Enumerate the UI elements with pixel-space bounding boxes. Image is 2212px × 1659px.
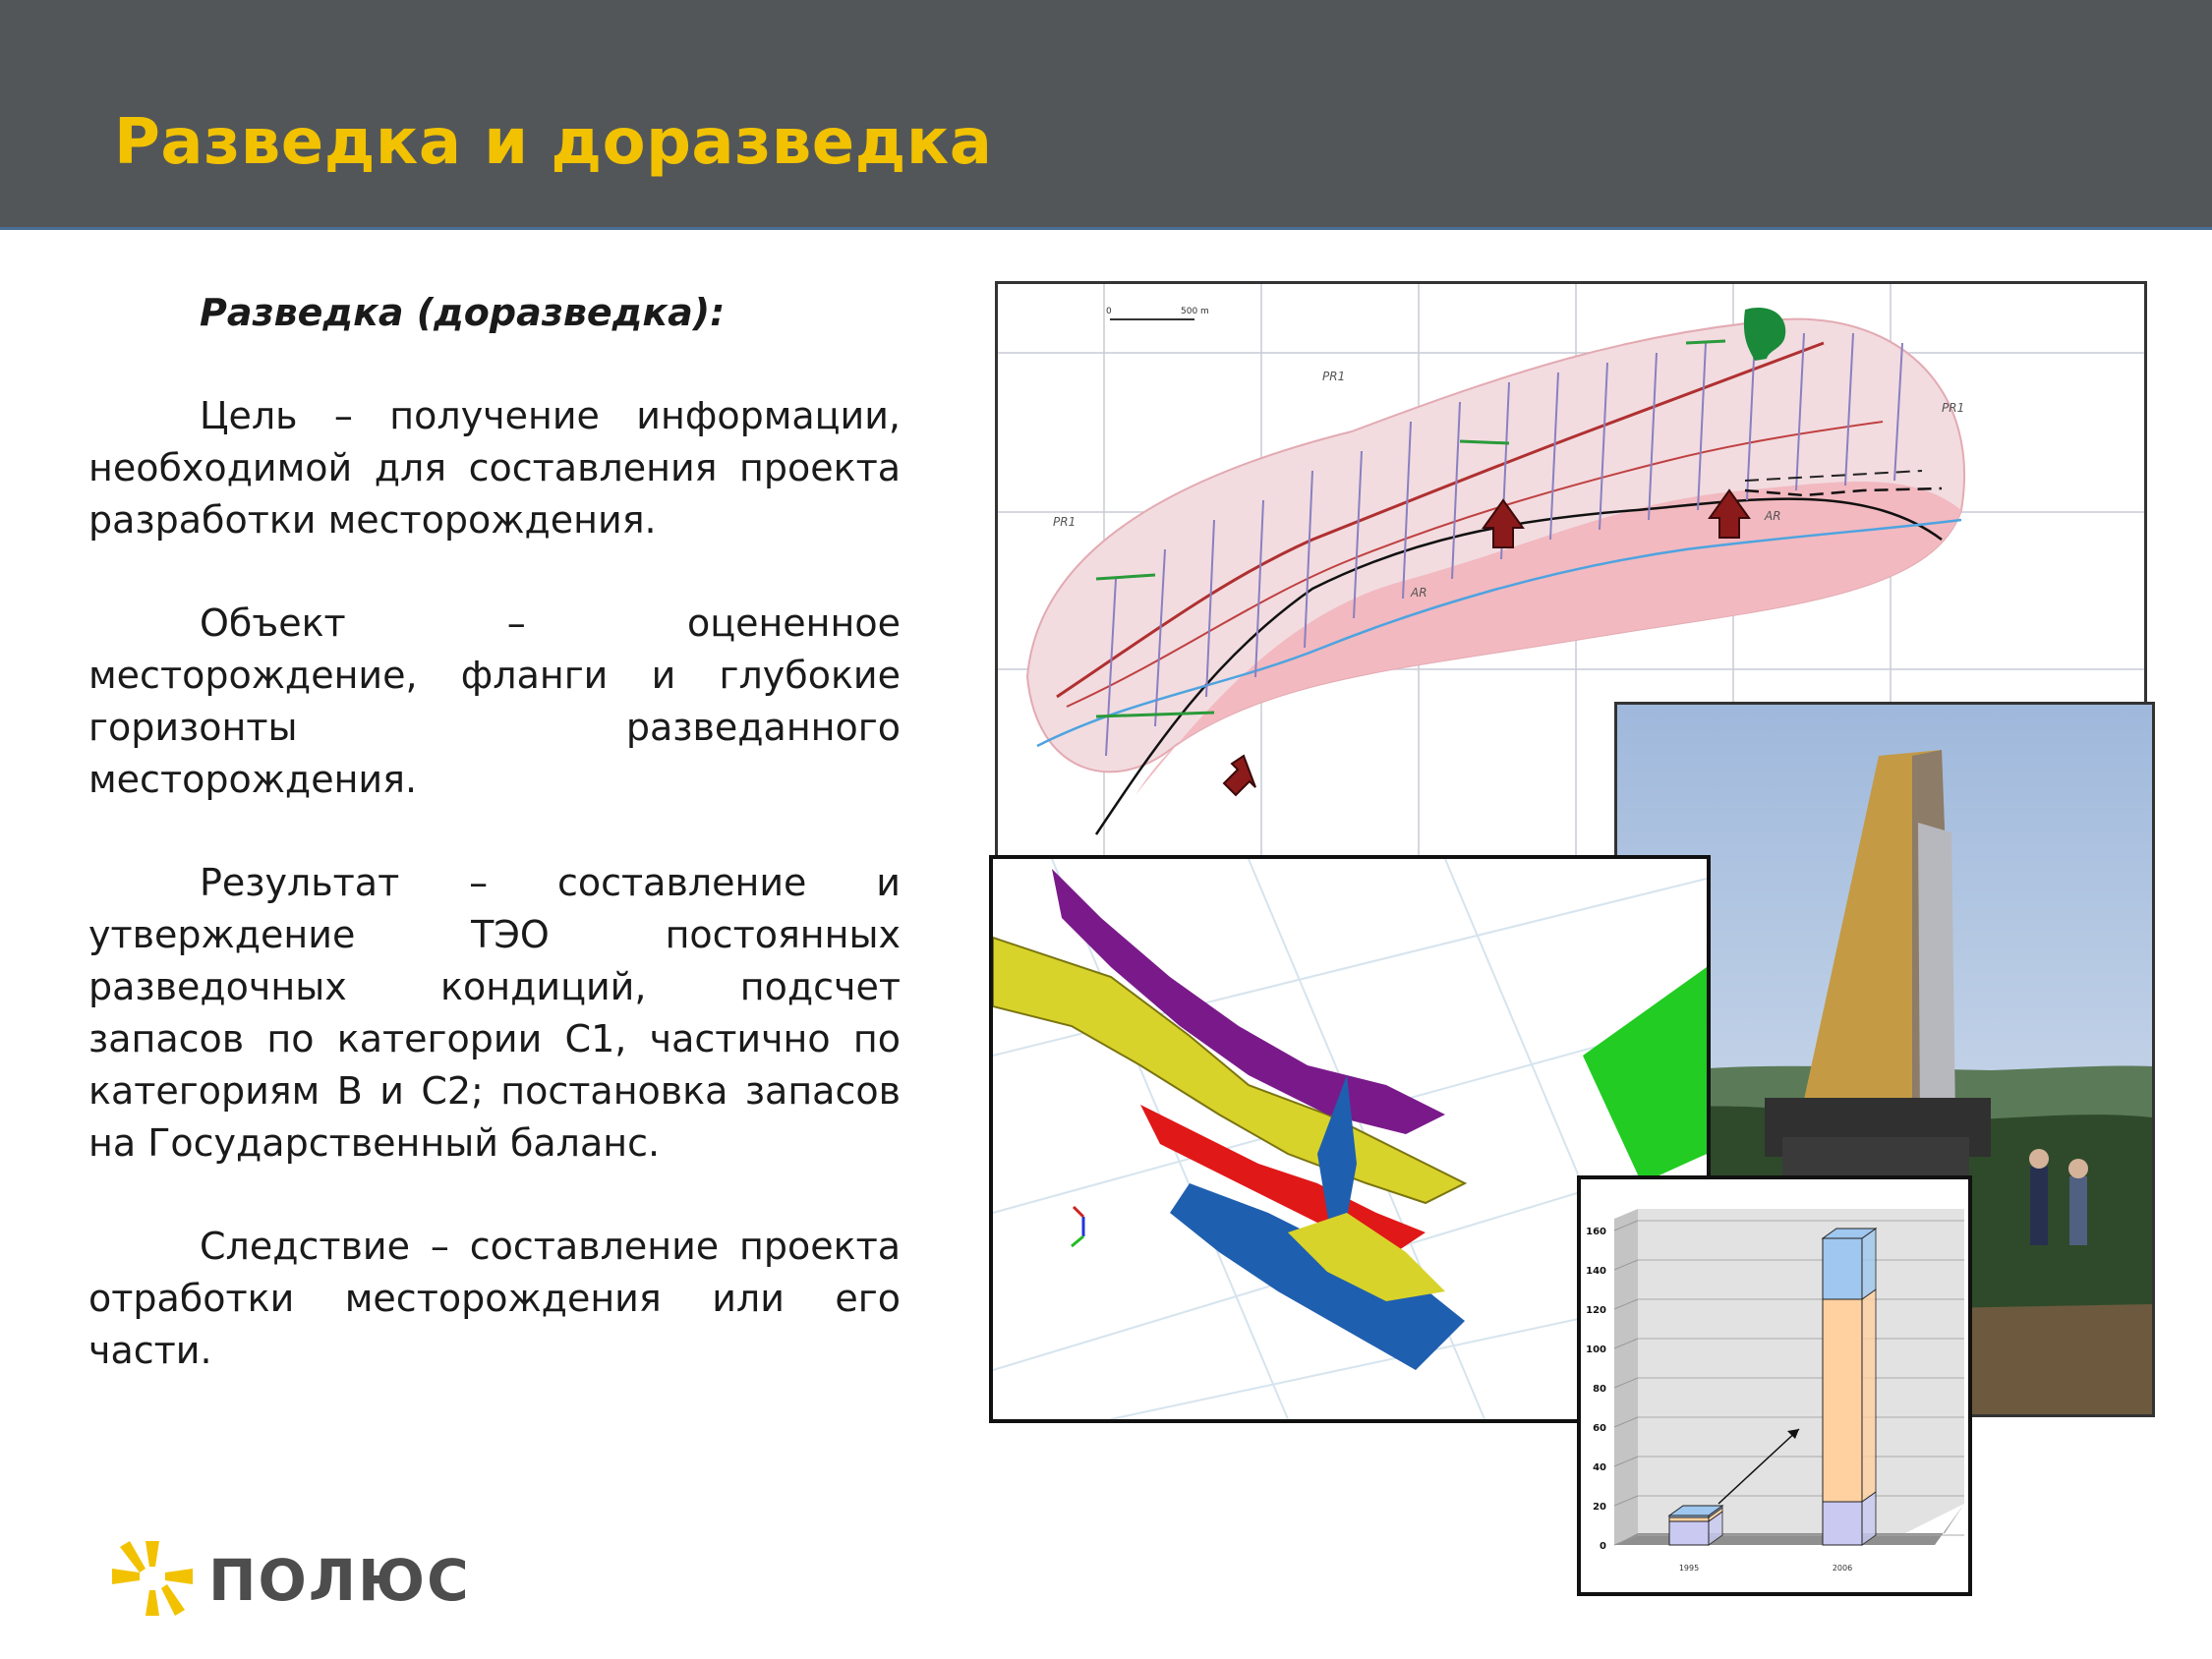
bar-segment bbox=[1823, 1229, 1876, 1299]
map-label-pr1-b: PR1 bbox=[1942, 401, 1965, 415]
paragraph-result: Результат – составление и утверждение ТЭО постоянных разведочных кондиций, подсчет запасов по категории С1, частично по категориям В и С2; постановка запасов на Государственный баланс. bbox=[88, 861, 901, 1165]
logo-text: ПОЛЮС bbox=[208, 1547, 471, 1614]
subtitle: Разведка (доразведка): bbox=[200, 291, 726, 334]
bar-segment bbox=[1823, 1289, 1876, 1502]
y-tick-label: 0 bbox=[1600, 1541, 1606, 1552]
scale-start-label: 0 bbox=[1106, 307, 1112, 316]
map-label-ar-b: AR bbox=[1765, 509, 1781, 523]
y-tick-label: 80 bbox=[1593, 1384, 1606, 1395]
header-bar bbox=[0, 0, 2212, 230]
y-tick-label: 160 bbox=[1586, 1227, 1606, 1237]
map-label-pr1-a: PR1 bbox=[1322, 370, 1346, 383]
text-column bbox=[88, 287, 901, 1428]
map-label-pr1-c: PR1 bbox=[1053, 515, 1077, 529]
slide-title: Разведка и доразведка bbox=[114, 106, 993, 179]
y-tick-label: 60 bbox=[1593, 1423, 1606, 1434]
y-tick-label: 140 bbox=[1586, 1266, 1606, 1277]
paragraph-consequence: Следствие – составление проекта отработки месторождения или его части. bbox=[88, 1225, 901, 1372]
scale-end-label: 500 m bbox=[1181, 307, 1209, 316]
x-tick-label: 1995 bbox=[1678, 1564, 1700, 1573]
map-label-ar-a: AR bbox=[1411, 586, 1427, 600]
y-tick-label: 20 bbox=[1593, 1502, 1606, 1513]
logo-star-icon bbox=[110, 1539, 199, 1618]
x-tick-label: 2006 bbox=[1832, 1564, 1853, 1573]
y-tick-label: 120 bbox=[1586, 1305, 1606, 1316]
y-tick-label: 100 bbox=[1586, 1344, 1606, 1355]
paragraph-goal: Цель – получение информации, необходимой для составления проекта разработки месторождения. bbox=[88, 394, 901, 542]
reserves-growth-chart bbox=[1577, 1175, 1972, 1596]
y-tick-label: 40 bbox=[1593, 1462, 1606, 1473]
polyus-logo bbox=[110, 1539, 523, 1618]
paragraph-object: Объект – оцененное месторождение, фланги и глубокие горизонты разведанного месторождения. bbox=[88, 601, 901, 801]
